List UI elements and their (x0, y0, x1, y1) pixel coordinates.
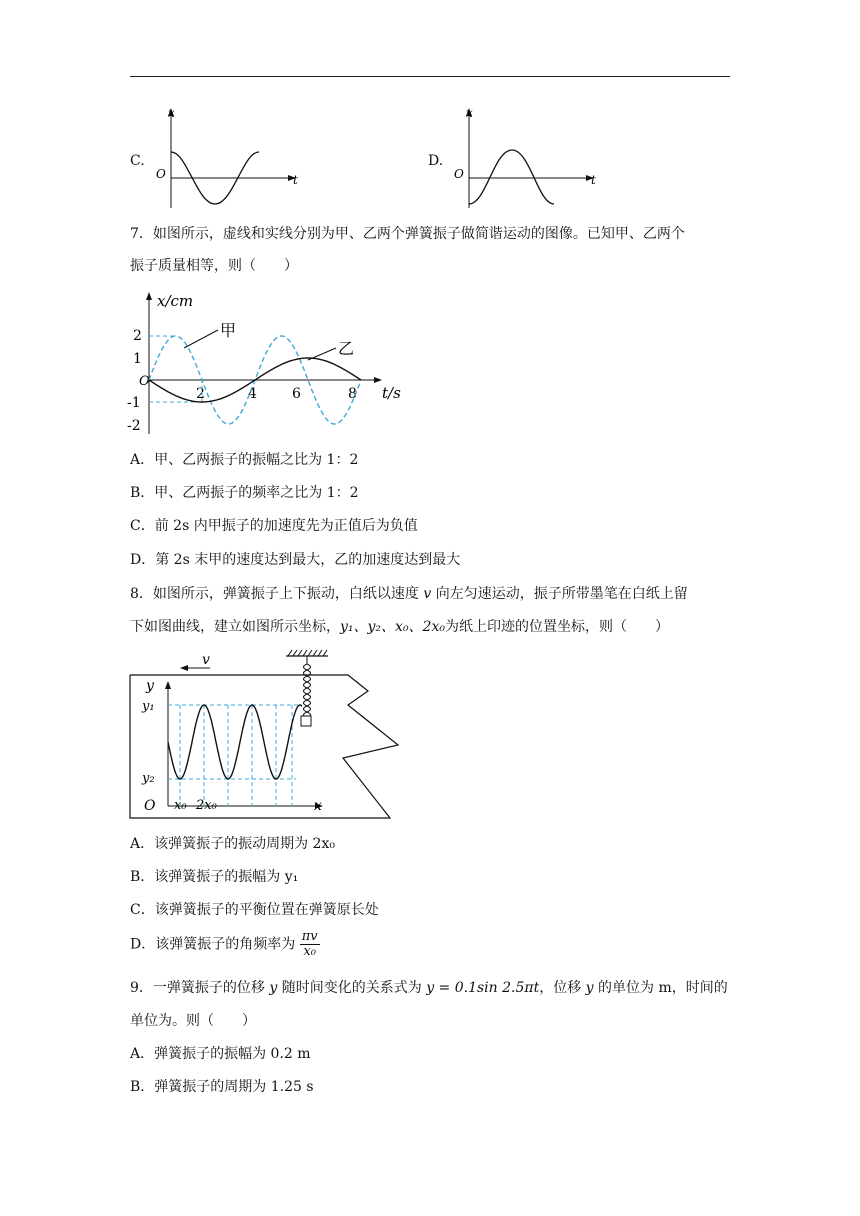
q7-ytick-neg1: -1 (127, 395, 141, 411)
q8-v-label: v (202, 652, 210, 668)
q8-y2-label: y₂ (142, 771, 155, 786)
q8-option-d[interactable]: D．该弹簧振子的角频率为 $\frac{\pi v}{\text{x₀}}$ (130, 929, 318, 959)
q7-stem-line1: 7．如图所示，虚线和实线分别为甲、乙两个弹簧振子做简谐运动的图像。已知甲、乙两个 (130, 226, 685, 242)
q7-xtick-6: 6 (292, 386, 301, 402)
q6c-axis-t: t (293, 173, 298, 187)
q6d-axis-x: x (466, 106, 473, 120)
q6-option-d-label[interactable]: D. (428, 153, 444, 169)
q7-ytick-1: 1 (133, 351, 142, 367)
q8-x0-label: x₀ (174, 798, 187, 813)
q7-ytick-neg2: -2 (127, 418, 141, 434)
q8-option-a[interactable]: A．该弹簧振子的振动周期为 2x₀ (130, 836, 335, 852)
q7-label-jia: 甲 (220, 321, 237, 340)
q7-option-c[interactable]: C．前 2s 内甲振子的加速度先为正值后为负值 (130, 518, 418, 534)
q7-origin: O (139, 374, 150, 389)
q8-stem-line1: 8．如图所示，弹簧振子上下振动，白纸以速度 v 向左匀速运动，振子所带墨笔在白纸上留 (130, 586, 688, 602)
q8-2x0-label: 2x₀ (196, 798, 217, 813)
q9-stem-line1: 9．一弹簧振子的位移 y 随时间变化的关系式为 y = 0.1sin 2.5πt，位移 y 的单位为 m，时间的 (130, 980, 728, 996)
q7-x-axis-label: t/s (382, 384, 401, 402)
q8-ink-trace (168, 705, 302, 779)
q9-option-a[interactable]: A．弹簧振子的振幅为 0.2 m (130, 1046, 311, 1062)
q7-label-yi: 乙 (338, 339, 355, 358)
q7-xtick-8: 8 (348, 386, 357, 402)
q7-graph (127, 288, 410, 438)
q8-figure (128, 648, 408, 820)
q6-option-d-graph (448, 104, 608, 214)
q9-stem-line2: 单位为。则（ ） (130, 1013, 256, 1029)
q8-optd-fraction: $\frac{\pi v}{\text{x₀}}$ (301, 929, 318, 959)
q6c-origin: O (156, 167, 166, 181)
q8-option-b[interactable]: B．该弹簧振子的振幅为 y₁ (130, 869, 299, 885)
q8-x-axis-label: x (314, 798, 322, 814)
q7-option-b[interactable]: B．甲、乙两振子的频率之比为 1：2 (130, 485, 359, 501)
q7-option-a[interactable]: A．甲、乙两振子的振幅之比为 1：2 (130, 452, 359, 468)
q7-xtick-2: 2 (196, 386, 205, 402)
q7-stem-line2: 振子质量相等，则（ ） (130, 258, 298, 274)
q8-option-c[interactable]: C．该弹簧振子的平衡位置在弹簧原长处 (130, 902, 379, 918)
q8-stem-line2: 下如图曲线，建立如图所示坐标，y₁、y₂、x₀、2x₀为纸上印迹的位置坐标，则（ ） (130, 619, 669, 635)
q6d-origin: O (454, 167, 464, 181)
q8-y1-label: y₁ (142, 699, 155, 714)
q6d-axis-t: t (591, 173, 596, 187)
q7-y-axis-label: x/cm (157, 292, 194, 310)
q8-origin: O (144, 798, 156, 814)
q7-option-d[interactable]: D．第 2s 末甲的速度达到最大，乙的加速度达到最大 (130, 552, 461, 568)
q8-y-axis-label: y (146, 678, 154, 694)
q9-option-b[interactable]: B．弹簧振子的周期为 1.25 s (130, 1079, 314, 1095)
q7-ytick-2: 2 (133, 328, 142, 344)
q7-xtick-4: 4 (248, 386, 257, 402)
q6-option-c-graph (150, 104, 300, 214)
q6c-axis-x: x (168, 106, 175, 120)
q6-option-c-label[interactable]: C. (130, 153, 145, 169)
header-rule (130, 76, 730, 77)
